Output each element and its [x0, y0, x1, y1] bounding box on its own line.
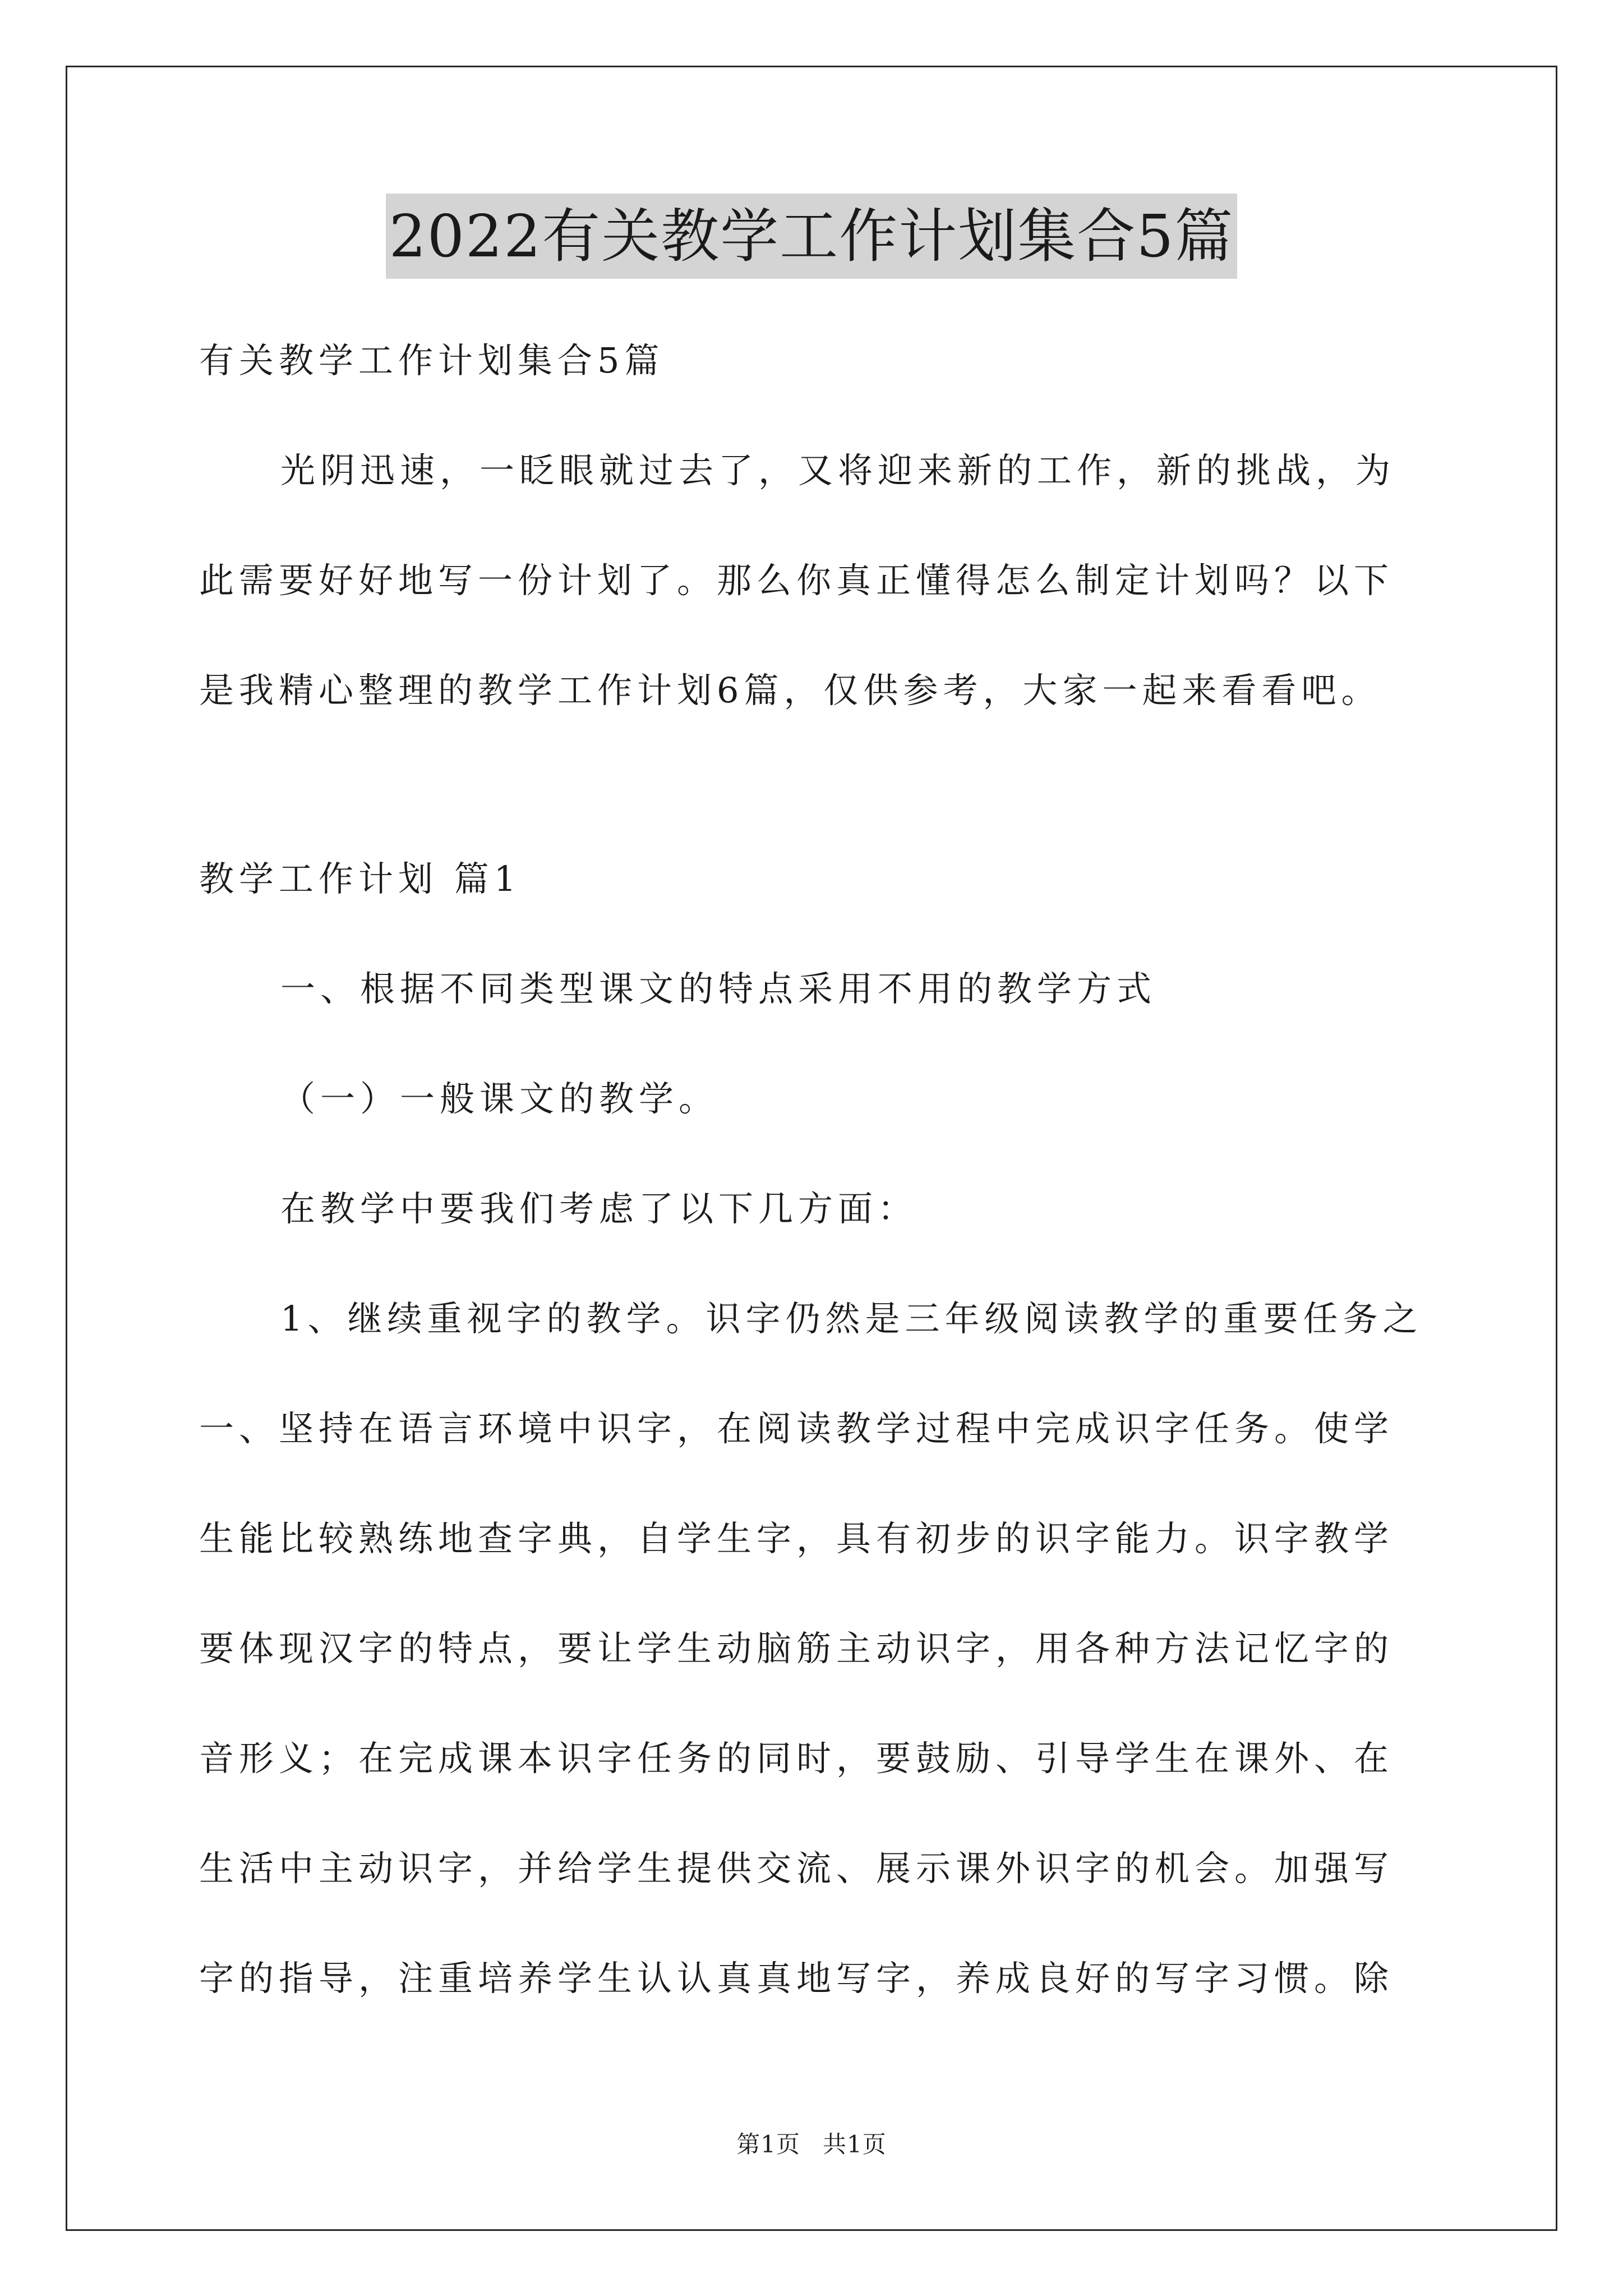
item-line: 要体现汉字的特点，要让学生动脑筋主动识字，用各种方法记忆字的 [199, 1628, 1394, 1669]
item-line: 音形义；在完成课本识字任务的同时，要鼓励、引导学生在课外、在 [199, 1738, 1394, 1779]
section-spacer [199, 746, 1433, 824]
item-line: 一、坚持在语言环境中识字，在阅读教学过程中完成识字任务。使学 [199, 1408, 1394, 1449]
intro-line: 此需要好好地写一份计划了。那么你真正懂得怎么制定计划吗？以下 [199, 560, 1394, 601]
item-line: 生能比较熟练地查字典，自学生字，具有初步的识字能力。识字教学 [199, 1518, 1394, 1559]
title-container [0, 194, 1623, 279]
document-subtitle: 有关教学工作计划集合5篇 [199, 340, 665, 381]
page-footer [0, 2129, 1623, 2160]
page-number: 第1页 [736, 2131, 800, 2158]
document-title: 2022有关教学工作计划集合5篇 [386, 194, 1238, 279]
point-heading: 一、根据不同类型课文的特点采用不用的教学方式 [280, 968, 1157, 1009]
item-line: 生活中主动识字，并给学生提供交流、展示课外识字的机会。加强写 [199, 1848, 1394, 1889]
section-heading: 教学工作计划 篇1 [199, 858, 522, 899]
sub-heading: （一）一般课文的教学。 [280, 1078, 719, 1119]
page-total: 共1页 [823, 2131, 887, 2158]
document-body [199, 306, 1433, 2033]
intro-line: 光阴迅速，一眨眼就过去了，又将迎来新的工作，新的挑战，为 [280, 450, 1396, 491]
consider-line: 在教学中要我们考虑了以下几方面： [280, 1188, 918, 1229]
intro-line: 是我精心整理的教学工作计划6篇，仅供参考，大家一起来看看吧。 [199, 670, 1381, 711]
item-line: 字的指导，注重培养学生认认真真地写字，养成良好的写字习惯。除 [199, 1958, 1394, 1999]
item-line: 1、继续重视字的教学。识字仍然是三年级阅读教学的重要任务之 [280, 1298, 1423, 1339]
